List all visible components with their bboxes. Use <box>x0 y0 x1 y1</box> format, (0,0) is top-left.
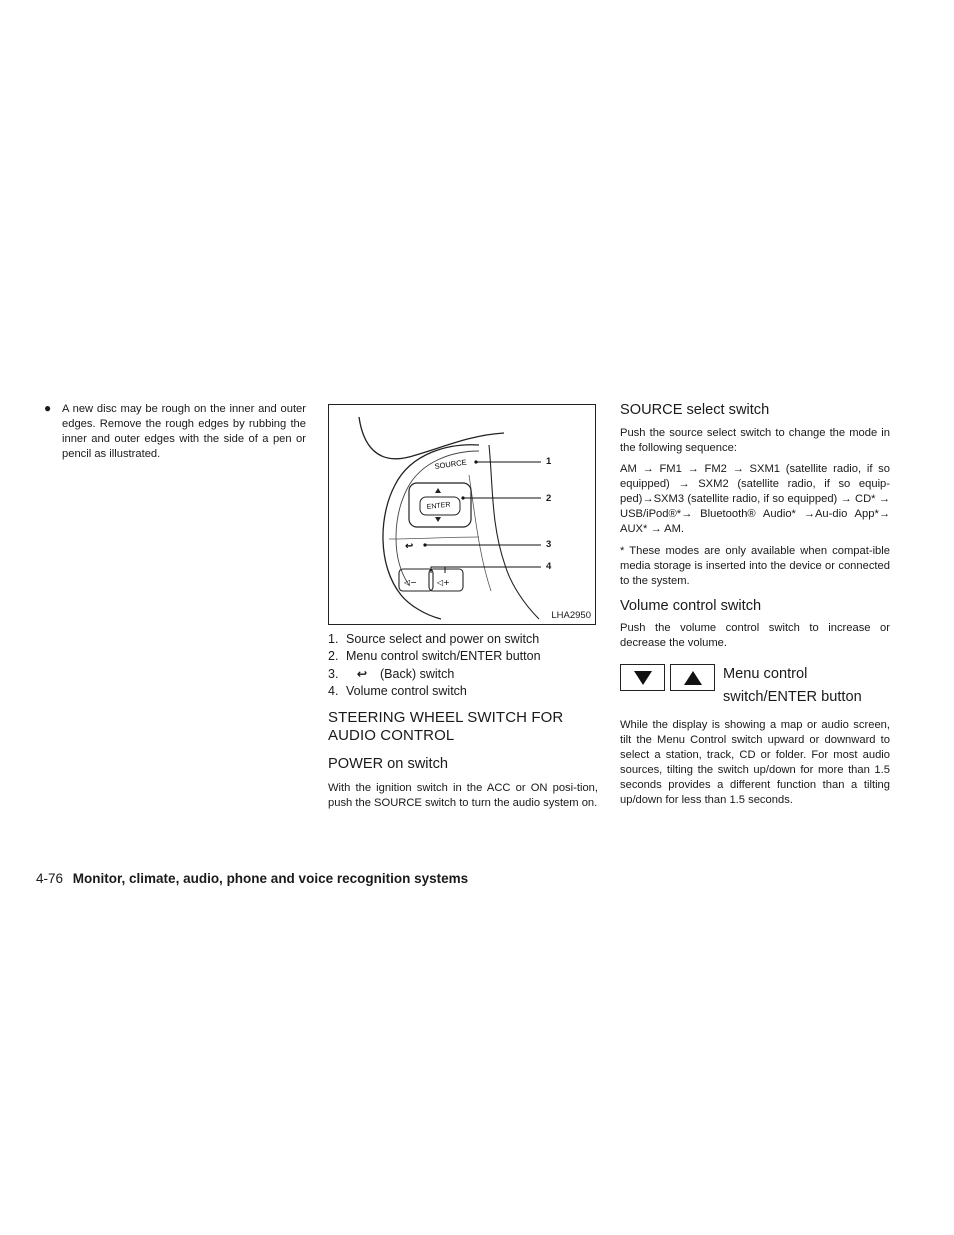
legend-item <box>328 683 598 700</box>
left-column <box>44 402 306 462</box>
rocker-up-icon <box>435 488 441 493</box>
power-switch-text: With the ignition switch in the ACC or ON posi-tion, push the SOURCE switch to turn the audio system on. <box>328 782 598 810</box>
rocker-down-icon <box>435 517 441 522</box>
legend-text: Menu control switch/ENTER button <box>346 649 541 664</box>
menu-heading-line1: Menu control <box>723 666 808 682</box>
menu-control-heading <box>723 663 862 709</box>
legend-item <box>328 666 598 683</box>
right-column <box>620 401 890 808</box>
callout-4: 4 <box>546 561 552 572</box>
volume-down-icon: ◁− <box>404 578 417 587</box>
switch-panel-outer <box>383 445 479 619</box>
source-note-text: * These modes are only available when compat-ible media storage is inserted into the device or connected to the system. <box>620 545 890 587</box>
spoke-edge <box>489 445 539 619</box>
menu-heading-line2: switch/ENTER button <box>723 689 862 705</box>
back-icon: ↩ <box>405 541 414 552</box>
legend-item <box>328 648 598 665</box>
page-footer <box>36 871 468 886</box>
callout-1: 1 <box>546 456 552 467</box>
volume-switch-heading: Volume control switch <box>620 598 762 614</box>
source-sequence-text: AM → FM1 → FM2 → SXM1 (satellite radio, if so equipped) → SXM2 (satellite radio, if so equip-ped)→SXM3 (satellite radio, if so equipped) → CD* → USB/iPod®*→ Bluetooth® Audio* →Au-dio App*→ AUX* → AM. <box>620 463 890 535</box>
source-label: SOURCE <box>434 457 468 471</box>
steering-switch-figure <box>328 404 596 625</box>
steering-switch-illustration <box>329 405 597 626</box>
menu-control-text: While the display is showing a map or audio screen, tilt the Menu Control switch upward or downward to select a station, track, CD or folder. For most audio sources, tilting the switch up/down for more than 1.5 seconds provides a different function than a tilting up/down for less than 1.5 seconds. <box>620 719 890 806</box>
leader-line-4 <box>431 567 541 573</box>
figure-legend <box>328 631 598 700</box>
page-number: 4-76 <box>36 871 64 886</box>
back-switch-icon: ↩ <box>356 666 368 681</box>
up-key-icon <box>670 664 715 691</box>
legend-text: (Back) switch <box>380 666 455 681</box>
bullet-icon: ● <box>44 401 52 415</box>
callout-3: 3 <box>546 539 552 550</box>
legend-number: 4. <box>328 683 339 698</box>
legend-number: 2. <box>328 649 339 664</box>
legend-text: Volume control switch <box>346 683 467 698</box>
disc-bullet-item <box>44 402 306 462</box>
source-switch-text: Push the source select switch to change the mode in the following sequence: <box>620 427 890 454</box>
source-switch-heading: SOURCE select switch <box>620 402 770 418</box>
spoke-contour <box>469 475 491 591</box>
legend-number: 1. <box>328 632 339 646</box>
legend-text: Source select and power on switch <box>346 632 540 646</box>
power-switch-heading: POWER on switch <box>328 756 449 773</box>
volume-up-icon: ◁+ <box>437 578 450 587</box>
enter-label: ENTER <box>426 501 451 511</box>
legend-item <box>328 631 598 648</box>
down-key-icon <box>620 664 665 691</box>
volume-switch-text: Push the volume control switch to increase or decrease the volume. <box>620 622 890 649</box>
figure-id: LHA2950 <box>551 610 591 621</box>
section-title: STEERING WHEEL SWITCH FOR AUDIO CONTROL <box>328 709 564 745</box>
chapter-title: Monitor, climate, audio, phone and voice recognition systems <box>72 871 469 886</box>
bullet-text: A new disc may be rough on the inner and outer edges. Remove the rough edges by rubbing the inner and outer edges with the side of a pen or pencil as illustrated. <box>62 403 306 460</box>
panel-seam <box>389 537 479 539</box>
menu-control-heading-row <box>620 664 890 709</box>
legend-number: 3. <box>328 666 339 681</box>
middle-column <box>328 404 598 811</box>
callout-2: 2 <box>546 493 552 504</box>
